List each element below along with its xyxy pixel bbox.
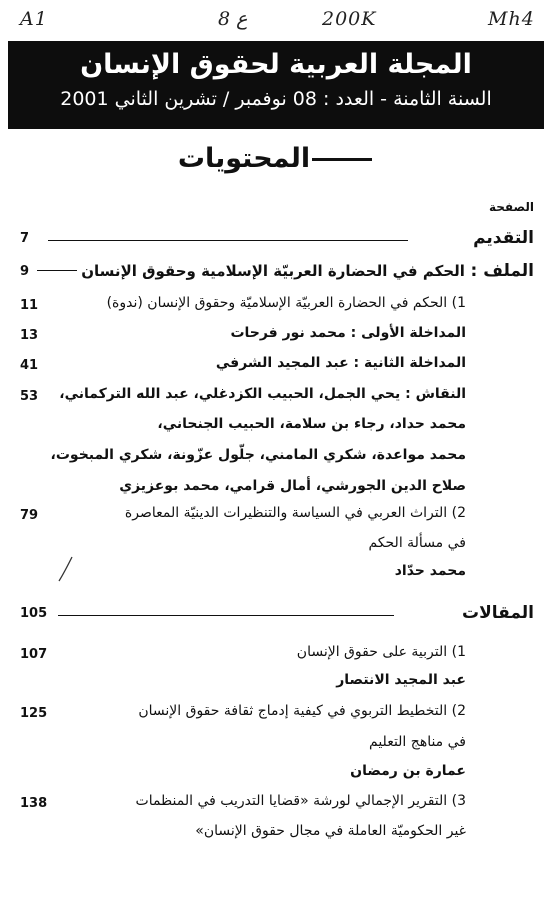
toc-row: [0, 793, 552, 819]
leader-line: [48, 240, 408, 241]
toc-entry: في مناهج التعليم: [369, 734, 466, 750]
page-number: 53: [20, 389, 39, 404]
toc-row: [0, 416, 552, 442]
toc-entry: النقاش : يحي الجمل، الحبيب الكزدغلي، عبد الله التركماني،: [59, 386, 466, 402]
handwritten-note-signature: Mh4: [488, 8, 535, 30]
handwritten-note-200k: 200K: [322, 8, 377, 30]
leader-line: [58, 615, 394, 616]
toc-row: [0, 644, 552, 670]
toc-row-file: [0, 261, 552, 287]
handwritten-note-8: 8 ع: [218, 8, 248, 30]
toc-entry: المداخلة الثانية : عبد المجيد الشرفي: [215, 355, 466, 371]
leader-line: [37, 270, 77, 271]
toc-row: [0, 563, 552, 589]
toc-entry-author: عمارة بن رمضان: [350, 763, 466, 779]
contents-heading: [0, 143, 552, 174]
section-title-intro: التقديم: [473, 228, 534, 248]
page-number: 79: [20, 508, 39, 523]
toc-row: [0, 295, 552, 321]
page-number: 9: [20, 264, 30, 279]
toc-row: [0, 823, 552, 849]
toc-row: [0, 355, 552, 381]
page-number: 138: [20, 796, 48, 811]
journal-title: المجلة العربية لحقوق الإنسان: [80, 49, 472, 80]
toc-row-intro: [0, 228, 552, 254]
toc-entry: صلاح الدين الجورشي، أمال قرامي، محمد بوعزيزي: [119, 478, 466, 494]
page-number: 7: [20, 231, 30, 246]
toc-entry: 1) الحكم في الحضارة العربيّة الإسلاميّة وحقوق الإنسان (ندوة): [106, 295, 466, 311]
toc-entry: المداخلة الأولى : محمد نور فرحات: [230, 325, 466, 341]
toc-entry: 3) التقرير الإجمالي لورشة «قضايا التدريب في المنظمات: [135, 793, 466, 809]
page-number: 13: [20, 328, 39, 343]
toc-entry: 1) التربية على حقوق الإنسان: [296, 644, 466, 660]
toc-entry: 2) التخطيط التربوي في كيفية إدماج ثقافة حقوق الإنسان: [138, 703, 466, 719]
toc-row: [0, 386, 552, 412]
toc-row: [0, 763, 552, 789]
file-label: الملف :: [470, 261, 534, 281]
toc-entry: غير الحكوميّة العاملة في مجال حقوق الإنسان»: [195, 823, 466, 839]
file-heading: [37, 261, 534, 281]
page-column-label: الصفحة: [488, 200, 534, 214]
page-number: 125: [20, 706, 48, 721]
toc-row: [0, 734, 552, 760]
page-number: 107: [20, 647, 48, 662]
toc-row-articles: [0, 603, 552, 629]
toc-row: [0, 325, 552, 351]
toc-row: [0, 447, 552, 473]
pen-mark: [56, 555, 76, 585]
toc-row: [0, 672, 552, 698]
journal-subtitle: السنة الثامنة - العدد : 08 نوفمبر / تشرين الثاني 2001: [60, 88, 492, 110]
section-title-articles: المقالات: [462, 603, 534, 623]
contents-heading-text: المحتويات: [177, 143, 311, 174]
toc-row: [0, 535, 552, 561]
toc-entry-author: محمد حدّاد: [394, 563, 466, 579]
file-title: الحكم في الحضارة العربيّة الإسلامية وحقوق الإنسان: [81, 262, 465, 280]
toc-row: [0, 505, 552, 531]
toc-entry: في مسألة الحكم: [368, 535, 466, 551]
toc-entry-author: عبد المجيد الانتصار: [336, 672, 466, 688]
toc-entry: محمد مواعدة، شكري المامني، جلّول عزّونة، شكري المبخوت،: [50, 447, 466, 463]
page-number: 11: [20, 298, 39, 313]
journal-banner: [8, 41, 544, 129]
toc-row: [0, 478, 552, 504]
toc-entry: 2) التراث العربي في السياسة والتنظيرات الدينيّة المعاصرة: [124, 505, 466, 521]
handwritten-note-a1: A1: [20, 8, 48, 30]
toc-entry: محمد حداد، رجاء بن سلامة، الحبيب الجنحاني،: [157, 416, 466, 432]
page-number: 41: [20, 358, 39, 373]
page-number: 105: [20, 606, 48, 621]
toc-row: [0, 703, 552, 729]
heading-rule: [312, 158, 372, 161]
